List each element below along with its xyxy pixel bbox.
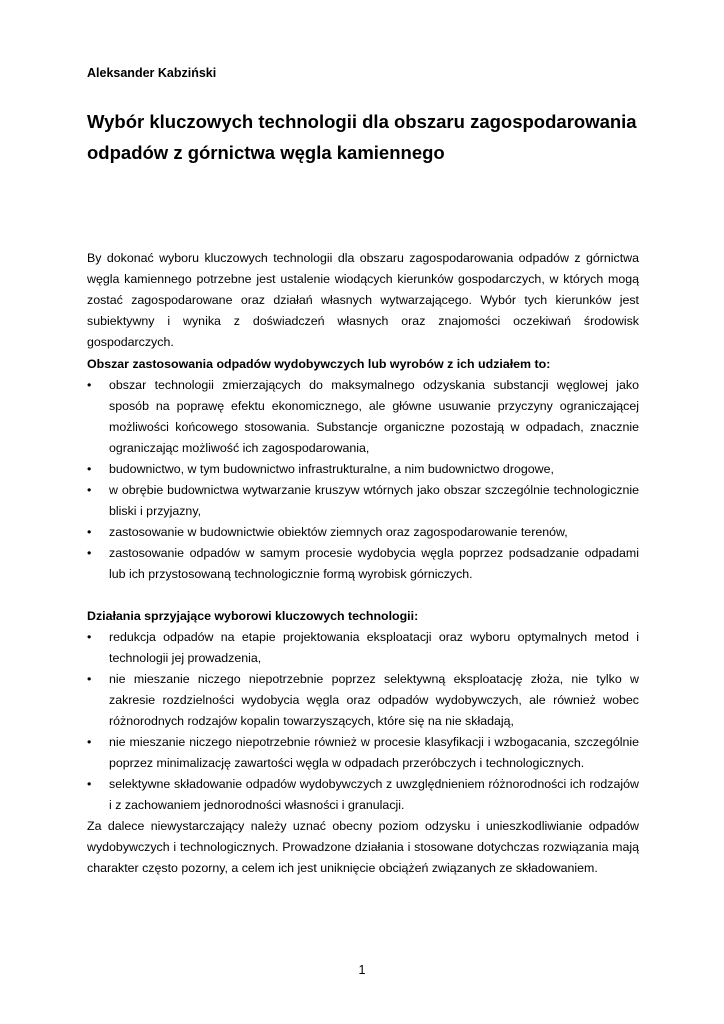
bullet-icon: • xyxy=(87,735,92,749)
bullet-icon: • xyxy=(87,378,92,392)
page-number: 1 xyxy=(358,963,366,977)
bullet-icon: • xyxy=(87,546,92,560)
list-item: • zastosowanie odpadów w samym procesie wydobycia węgla poprzez podsadzanie odpadami lub ich przystosowaną technologicznie formą wyrobisk górniczych. xyxy=(87,543,639,585)
section-application-areas xyxy=(87,354,639,585)
bullet-icon: • xyxy=(87,462,92,476)
section-heading: Działania sprzyjające wyborowi kluczowych technologii: xyxy=(87,609,419,623)
list-item: • redukcja odpadów na etapie projektowania eksploatacji oraz wyboru optymalnych metod i technologii jej prowadzenia, xyxy=(87,627,639,669)
bullet-icon: • xyxy=(87,672,92,686)
list-item: • obszar technologii zmierzających do maksymalnego odzyskania substancji węglowej jako sposób na poprawę efektu ekonomicznego, ale główne usuwanie przyczyny ograniczającej możliwości końcowego stosowania. Substancje organiczne pozostają w odpadach, znacznie ograniczając możliwość ich zagospodarowania, xyxy=(87,375,639,459)
section-supporting-actions xyxy=(87,606,639,879)
author-name: Aleksander Kabziński xyxy=(87,66,217,80)
closing-paragraph: Za dalece niewystarczający należy uznać obecny poziom odzysku i unieszkodliwianie odpadów wydobywczych i technologicznych. Prowadzone działania i stosowane dotychczas rozwiązania mają charakter często pozorny, a celem ich jest uniknięcie obciążeń związanych ze składowaniem. xyxy=(87,819,639,875)
bullet-icon: • xyxy=(87,777,92,791)
bullet-list xyxy=(87,375,639,585)
list-item: • zastosowanie w budownictwie obiektów ziemnych oraz zagospodarowanie terenów, xyxy=(87,522,639,543)
document-title: Wybór kluczowych technologii dla obszaru zagospodarowania odpadów z górnictwa węgla kamiennego xyxy=(87,111,637,163)
list-item: • selektywne składowanie odpadów wydobywczych z uwzględnieniem różnorodności ich rodzajów i z zachowaniem jednorodności własności i granulacji. xyxy=(87,774,639,816)
list-item: • w obrębie budownictwa wytwarzanie kruszyw wtórnych jako obszar szczególnie technologicznie bliski i przyjazny, xyxy=(87,480,639,522)
bullet-icon: • xyxy=(87,630,92,644)
bullet-icon: • xyxy=(87,525,92,539)
bullet-list xyxy=(87,627,639,816)
bullet-icon: • xyxy=(87,483,92,497)
intro-paragraph: By dokonać wyboru kluczowych technologii dla obszaru zagospodarowania odpadów z górnictwa węgla kamiennego potrzebne jest ustalenie wiodących kierunków gospodarczych, w których mogą zostać zagospodarowane oraz działań własnych wytwarzającego. Wybór tych kierunków jest subiektywny i wynika z doświadczeń własnych oraz znajomości oczekiwań środowisk gospodarczych. xyxy=(87,251,639,349)
list-item: • budownictwo, w tym budownictwo infrastrukturalne, a nim budownictwo drogowe, xyxy=(87,459,639,480)
list-item: • nie mieszanie niczego niepotrzebnie również w procesie klasyfikacji i wzbogacania, szczególnie poprzez minimalizację zawartości węgla w odpadach przeróbczych i technologicznych. xyxy=(87,732,639,774)
list-item: • nie mieszanie niczego niepotrzebnie poprzez selektywną eksploatację złoża, nie tylko w zakresie rozdzielności wydobycia węgla oraz odpadów wydobywczych, ale również wobec różnorodnych rodzajów kopalin towarzyszących, które się na nie składają, xyxy=(87,669,639,732)
section-heading: Obszar zastosowania odpadów wydobywczych lub wyrobów z ich udziałem to: xyxy=(87,357,551,371)
